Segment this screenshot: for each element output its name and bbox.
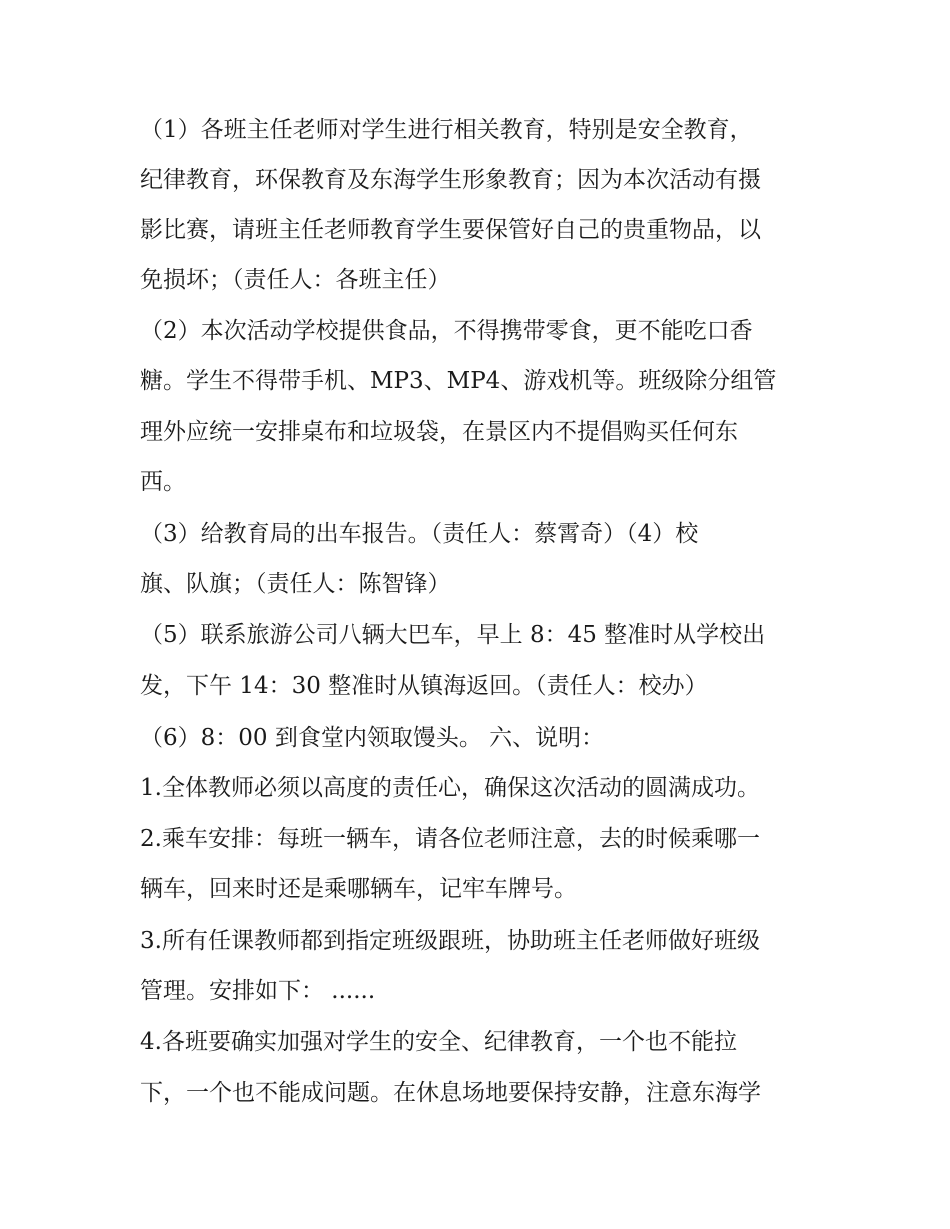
text-line: 辆车，回来时还是乘哪辆车，记牢车牌号。: [140, 876, 577, 902]
text-line: 4.各班要确实加强对学生的安全、纪律教育，一个也不能拉: [140, 1029, 737, 1055]
text-line: 管理。安排如下： ......: [140, 978, 376, 1004]
text-line: （3）给教育局的出车报告。（责任人：蔡霄奇）（4）校: [140, 521, 699, 547]
text-line: （2）本次活动学校提供食品，不得携带零食，更不能吃口香: [140, 318, 753, 344]
text-line: （1）各班主任老师对学生进行相关教育，特别是安全教育，: [140, 117, 753, 143]
text-line: 1.全体教师必须以高度的责任心，确保这次活动的圆满成功。: [140, 775, 760, 801]
text-line: 影比赛，请班主任老师教育学生要保管好自己的贵重物品，以: [140, 217, 761, 243]
text-line: 西。: [140, 469, 186, 495]
text-line: 发，下午 14：30 整准时从镇海返回。（责任人：校办）: [140, 673, 708, 699]
text-line: 纪律教育，环保教育及东海学生形象教育；因为本次活动有摄: [140, 167, 761, 193]
text-line: （6）8：00 到食堂内领取馒头。 六、说明：: [140, 725, 605, 751]
text-line: 免损坏；（责任人：各班主任）: [140, 267, 451, 293]
text-line: 理外应统一安排桌布和垃圾袋，在景区内不提倡购买任何东: [140, 419, 738, 445]
text-line: 下，一个也不能成问题。在休息场地要保持安静，注意东海学: [140, 1080, 761, 1106]
text-line: （5）联系旅游公司八辆大巴车，早上 8：45 整准时从学校出: [140, 622, 766, 648]
text-line: 2.乘车安排：每班一辆车，请各位老师注意，去的时候乘哪一: [140, 826, 760, 852]
text-line: 旗、队旗；（责任人：陈智锋）: [140, 571, 451, 597]
text-line: 3.所有任课教师都到指定班级跟班，协助班主任老师做好班级: [140, 928, 760, 954]
text-line: 糖。学生不得带手机、MP3、MP4、游戏机等。班级除分组管: [140, 368, 777, 394]
